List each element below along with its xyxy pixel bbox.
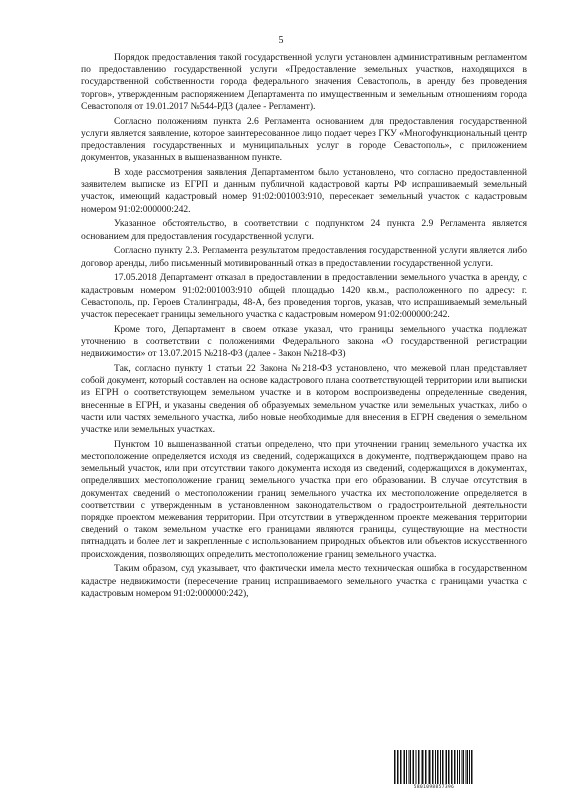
paragraph-review-findings: В ходе рассмотрения заявления Департаментом было установлено, что согласно предоставленной заявителем выписке из ЕГРП и данным публичной кадастровой карты РФ испрашиваемый земельный участок, имеющий кадастровый номер 91:02:001003:910, пересекает земельный участок с кадастровым номером 91:02:000000:242. bbox=[81, 167, 527, 215]
paragraph-circumstance: Указанное обстоятельство, в соответствии с подпунктом 24 пункта 2.9 Регламента является основанием для предоставления государственной услуги. bbox=[81, 218, 527, 242]
paragraph-regulation: Порядок предоставления такой государственной услуги установлен административным регламентом по предоставлению государственной услуги «Предоставление земельных участков, находящихся в государственной собственности города федерального значения Севастополь, в аренду без проведения торгов», утвержденным распоряжением Департамента по имущественным и земельным отношениям города Севастополя от 19.01.2017 №544-РДЗ (далее - Регламент). bbox=[81, 52, 527, 112]
barcode bbox=[393, 750, 475, 792]
paragraph-conclusion: Таким образом, суд указывает, что фактически имела место техническая ошибка в государственном кадастре недвижимости (пересечение границ испрашиваемого земельного участка с границами участка с кадастровым номером 91:02:000000:242), bbox=[81, 563, 527, 599]
document-body bbox=[81, 52, 527, 603]
paragraph-law-article-22: Так, согласно пункту 1 статьи 22 Закона №218-ФЗ установлено, что межевой план представляет собой документ, который составлен на основе кадастрового плана соответствующей территории или выписки из ЕГРН о соответствующем земельном участке и в котором воспроизведены определенные сведения, внесенные в ЕГРН, и указаны сведения об образуемых земельном участке или земельных участках, либо о части или частях земельного участка, либо новые необходимые для внесения в ЕГРН сведения о земельном участке или земельных участках. bbox=[81, 363, 527, 436]
barcode-number: 5801098857396 bbox=[413, 785, 455, 790]
page-number: 5 bbox=[278, 35, 284, 46]
paragraph-clause-10: Пунктом 10 вышеназванной статьи определено, что при уточнении границ земельного участка их местоположение определяется исходя из сведений, содержащихся в документе, подтверждающем право на земельный участок, или при отсутствии такого документа исходя из сведений, содержащихся в документах, определявших местоположение границ земельного участка при его образовании. В случае отсутствия в документах сведений о местоположении границ земельного участка их местоположение определяется в соответствии с утвержденным в установленном законодательством о градостроительной деятельности порядке проектом межевания территории. При отсутствии в утвержденном проекте межевания территории сведений о таком земельном участке его границами являются границы, существующие на местности пятнадцать и более лет и закрепленные с использованием природных объектов или объектов искусственного происхождения, позволяющих определить местоположение границ земельного участка. bbox=[81, 438, 527, 560]
paragraph-boundary-clarification: Кроме того, Департамент в своем отказе указал, что границы земельного участка подлежат уточнению в соответствии с положениями Федерального закона «О государственной регистрации недвижимости» от 13.07.2015 №218-ФЗ (далее - Закон №218-ФЗ) bbox=[81, 323, 527, 360]
paragraph-refusal: 17.05.2018 Департамент отказал в предоставлении в предоставлении земельного участка в аренду, с кадастровым номером 91:02:001003:910 общей площадью 1420 кв.м., расположенного по адресу: г. Севастополь, пр. Героев Сталинграды, 48-А, без проведения торгов, указав, что испрашиваемый земельный участок пересекает границы земельного участка с кадастровым номером 91:02:000000:242. bbox=[81, 272, 527, 321]
barcode-image bbox=[393, 750, 475, 784]
paragraph-application-basis: Согласно положениям пункта 2.6 Регламента основанием для предоставления государственной услуги является заявление, которое заинтересованное лицо подает через ГКУ «Многофункциональный центр предоставления государственных и муниципальных услуг в городе Севастополь», с приложением документов, указанных в вышеназванном пункте. bbox=[81, 115, 527, 164]
paragraph-service-result: Согласно пункту 2.3. Регламента результатом предоставления государственной услуги является либо договор аренды, либо письменный мотивированный отказ в предоставлении государственной услуги. bbox=[81, 245, 527, 269]
